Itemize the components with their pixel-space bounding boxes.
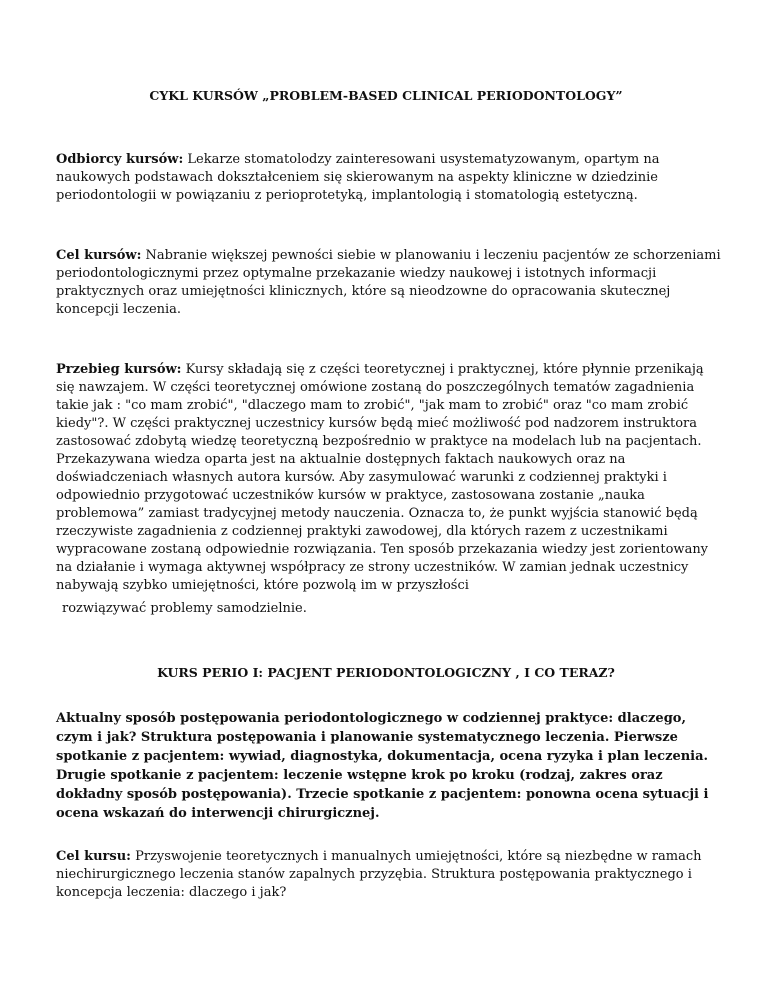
courses-goal-paragraph [56,247,721,319]
course-flow-text-line: na działanie i wymaga aktywnej współpracy ze strony uczestników. W zamian jednak uczestnicy [56,560,689,575]
courses-goal-text-line: praktycznych oraz umiejętności klinicznych, które są nieodzowne do opracowania skutecznej [56,284,671,299]
course-summary-paragraph [56,709,716,823]
course-summary-line: spotkanie z pacjentem: wywiad, diagnostyka, dokumentacja, ocena ryzyka i plan leczenia. [56,749,709,764]
courses-goal-label: Cel kursów: [56,248,142,263]
audience-text-line: periodontologii w powiązaniu z perioprotetyką, implantologią i stomatologią estetyczną. [56,188,638,203]
course-flow-text-line: takie jak : "co mam zrobić", "dlaczego mam to zrobić", "jak mam to zrobić" oraz "co mam zrobić [56,398,689,413]
course-flow-continuation: rozwiązywać problemy samodzielnie. [62,601,307,616]
audience-paragraph [56,151,716,205]
course-goal-text-line: koncepcja leczenia: dlaczego i jak? [56,885,287,900]
audience-text-line: naukowych podstawach dokształceniem się skierowanym na aspekty kliniczne w dziedzinie [56,170,658,185]
course-flow-label: Przebieg kursów: [56,362,182,377]
course-flow-text-line: problemowa” zamiast tradycyjnej metody nauczenia. Oznacza to, że punkt wyjścia stanowić będą [56,506,698,521]
course-flow-text-line: zastosować zdobytą wiedzę teoretyczną bezpośrednio w praktyce na modelach lub na pacjentach. [56,434,702,449]
course-flow-text-line: Przekazywana wiedza oparta jest na aktualnie dostępnych faktach naukowych oraz na [56,452,626,467]
course-goal-label: Cel kursu: [56,849,131,864]
course-goal-text-line: Przyswojenie teoretycznych i manualnych umiejętności, które są niezbędne w ramach [130,849,702,864]
course-flow-text-line: nabywają szybko umiejętności, które pozwolą im w przyszłości [56,578,469,593]
course-flow-text-line: doświadczeniach własnych autora kursów. Aby zasymulować warunki z codziennej praktyki i [56,470,667,485]
course-flow-text-line: odpowiednio przygotować uczestników kursów w praktyce, zastosowana zostanie „nauka [56,488,645,503]
perio-course-title: KURS PERIO I: PACJENT PERIODONTOLOGICZNY , I CO TERAZ? [157,665,615,680]
course-flow-text-line: Kursy składają się z części teoretycznej i praktycznej, które płynnie przenikają [181,362,704,377]
course-flow-text-line: kiedy"?. W części praktycznej uczestnicy kursów będą mieć możliwość pod nadzorem instruktora [56,416,698,431]
courses-goal-text-line: periodontologicznymi przez optymalne przekazanie wiedzy naukowej i istotnych informacji [56,266,657,281]
course-cycle-title: CYKL KURSÓW „PROBLEM-BASED CLINICAL PERIODONTOLOGY” [149,88,623,103]
course-goal-text-line: niechirurgicznego leczenia stanów zapalnych przyzębia. Struktura postępowania praktycznego i [56,867,692,882]
course-flow-paragraph [56,361,716,595]
courses-goal-text-line: Nabranie większej pewności siebie w planowaniu i leczeniu pacjentów ze schorzeniami [141,248,721,263]
course-flow-text-line: rzeczywiste zagadnienia z codziennej praktyki zawodowej, dla których razem z uczestnikami [56,524,668,539]
course-summary-line: dokładny sposób postępowania). Trzecie spotkanie z pacjentem: ponowna ocena sytuacji i [56,787,709,802]
audience-text-line: Lekarze stomatolodzy zainteresowani usystematyzowanym, opartym na [183,152,660,167]
course-summary-line: Aktualny sposób postępowania periodontologicznego w codziennej praktyce: dlaczego, [56,711,686,726]
course-flow-text-line: się nawzajem. W części teoretycznej omówione zostaną do poszczególnych tematów zagadnienia [56,380,695,395]
audience-label: Odbiorcy kursów: [56,152,184,167]
course-summary-line: ocena wskazań do interwencji chirurgicznej. [56,806,380,821]
course-summary-line: Drugie spotkanie z pacjentem: leczenie wstępne krok po kroku (rodzaj, zakres oraz [56,768,663,783]
course-summary-line: czym i jak? Struktura postępowania i planowanie systematycznego leczenia. Pierwsze [56,730,678,745]
course-goal-paragraph [56,848,716,902]
course-flow-text-line: wypracowane zostaną odpowiednie rozwiązania. Ten sposób przekazania wiedzy jest zorientowany [56,542,709,557]
courses-goal-text-line: koncepcji leczenia. [56,302,182,317]
